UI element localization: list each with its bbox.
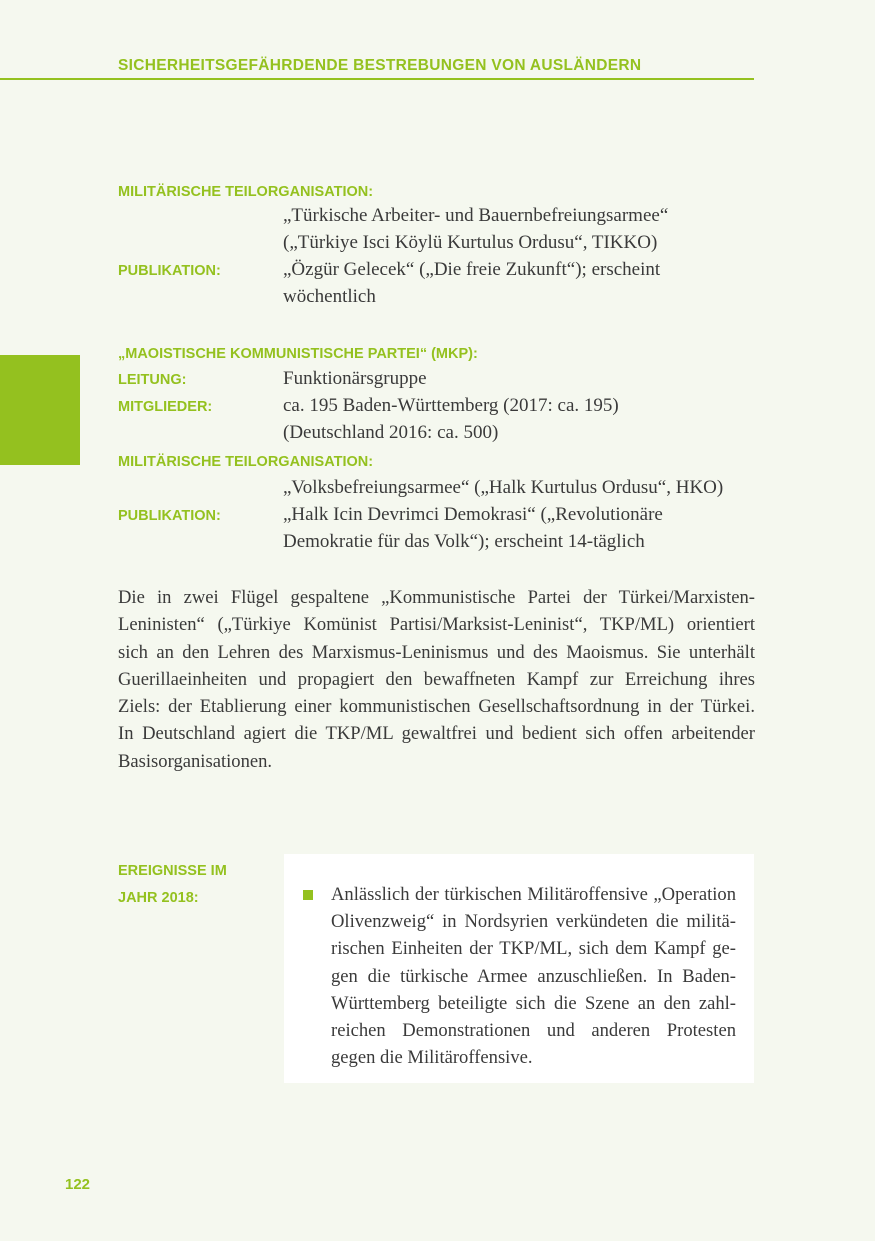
mkp-heading: „MAOISTISCHE KOMMUNISTISCHE PARTEI“ (MKP): [118, 346, 478, 362]
events-label-line: JAHR 2018: [118, 890, 199, 906]
leadership-row [118, 368, 758, 395]
members-value: (Deutschland 2016: ca. 500) [283, 422, 499, 443]
running-header [0, 54, 754, 80]
leadership-label: LEITUNG: [118, 372, 187, 388]
publication-row [118, 504, 758, 531]
square-bullet-icon [303, 890, 313, 900]
publication-value: „Halk Icin Devrimci Demokrasi“ („Revolutionäre [283, 504, 663, 525]
military-org-label: MILITÄRISCHE TEILORGANISATION: [118, 454, 374, 470]
members-label: MITGLIEDER: [118, 399, 213, 415]
military-org-row [118, 180, 758, 207]
military-org-value: „Türkische Arbeiter- und Bauernbefreiungsarmee“ [283, 205, 669, 226]
mkp-heading-row [118, 342, 758, 369]
paragraph-line: sich an den Lehren des Marxismus-Leninismus und des Maoismus. Sie unterhält [118, 641, 755, 663]
military-org-row [118, 450, 758, 477]
military-org-value: („Türkiye Isci Köylü Kurtulus Ordusu“, TIKKO) [283, 232, 658, 253]
publication-label: PUBLIKATION: [118, 508, 221, 524]
members-value: ca. 195 Baden-Württemberg (2017: ca. 195) [283, 395, 619, 416]
event-line: reichen Demonstrationen und anderen Protesten [331, 1020, 736, 1042]
event-line: rischen Einheiten der TKP/ML, sich dem Kampf ge- [331, 938, 736, 960]
event-line: Württemberg beteiligte sich die Szene an den zahl- [331, 992, 736, 1014]
body-paragraph [118, 584, 755, 775]
publication-row [118, 259, 758, 286]
military-org-value-row [118, 205, 758, 232]
event-line: Anlässlich der türkischen Militäroffensive „Operation [331, 884, 736, 905]
members-row [118, 395, 758, 422]
events-label [118, 858, 227, 912]
publication-value: wöchentlich [283, 286, 376, 307]
event-item [331, 881, 736, 1071]
military-org-value-row [118, 232, 758, 259]
military-org-value-row [118, 477, 758, 504]
publication-value-row [118, 286, 758, 313]
paragraph-line: Guerillaeinheiten und propagiert den bewaffneten Kampf zur Erreichung ihres [118, 668, 755, 690]
military-org-value: „Volksbefreiungsarmee“ („Halk Kurtulus Ordusu“, HKO) [283, 477, 724, 498]
members-value-row [118, 422, 758, 449]
paragraph-line: In Deutschland agiert die TKP/ML gewaltfrei und bedient sich offen arbeitender [118, 723, 755, 745]
military-org-label: MILITÄRISCHE TEILORGANISATION: [118, 184, 374, 200]
publication-label: PUBLIKATION: [118, 263, 221, 279]
leadership-value: Funktionärsgruppe [283, 368, 427, 389]
page-number: 122 [65, 1176, 91, 1193]
chapter-tab-marker [0, 355, 80, 465]
event-line: gen die türkische Armee anzuschließen. In Baden- [331, 965, 736, 987]
publication-value: Demokratie für das Volk“); erscheint 14-täglich [283, 531, 645, 552]
publication-value: „Özgür Gelecek“ („Die freie Zukunft“); erscheint [283, 259, 661, 280]
event-line: Olivenzweig“ in Nordsyrien verkündeten die militä- [331, 911, 736, 933]
paragraph-line: Die in zwei Flügel gespaltene „Kommunistische Partei der Türkei/Marxisten- [118, 587, 755, 608]
paragraph-line: Basisorganisationen. [118, 750, 273, 772]
event-line: gegen die Militäroffensive. [331, 1047, 533, 1069]
paragraph-line: Ziels: der Etablierung einer kommunistischen Gesellschaftsordnung in der Türkei. [118, 696, 755, 718]
chapter-title: SICHERHEITSGEFÄHRDENDE BESTREBUNGEN VON AUSLÄNDERN [118, 57, 642, 74]
events-box [284, 854, 754, 1083]
paragraph-line: Leninisten“ („Türkiye Komünist Partisi/Marksist-Leninist“, TKP/ML) orientiert [118, 614, 755, 636]
publication-value-row [118, 531, 758, 558]
events-label-line: EREIGNISSE IM [118, 863, 227, 879]
